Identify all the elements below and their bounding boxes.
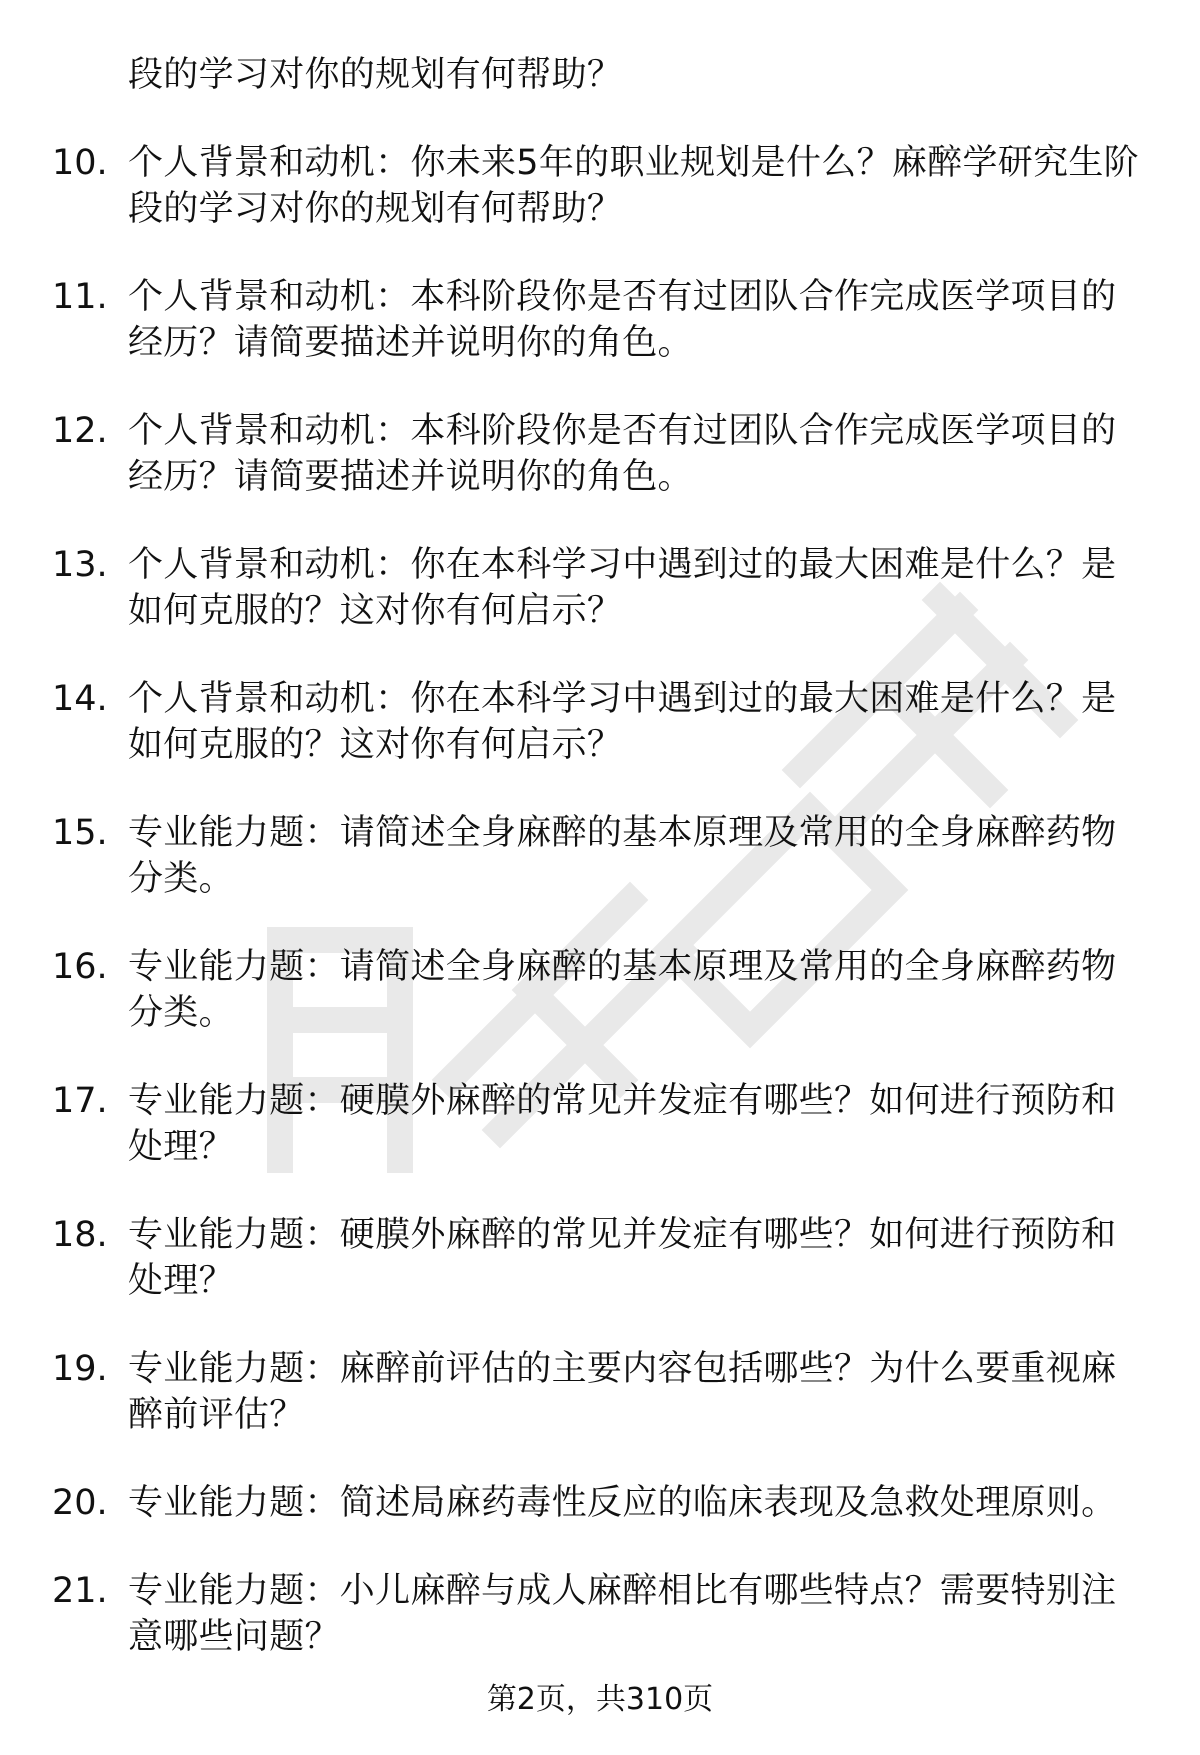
item-text: 专业能力题：请简述全身麻醉的基本原理及常用的全身麻醉药物分类。 — [128, 947, 1117, 1033]
question-list — [0, 52, 1200, 1702]
item-text: 专业能力题：小儿麻醉与成人麻醉相比有哪些特点？需要特别注意哪些问题？ — [128, 1571, 1117, 1657]
item-number: 18. — [52, 1215, 108, 1255]
item-number: 12. — [52, 411, 108, 451]
item-text: 专业能力题：硬膜外麻醉的常见并发症有哪些？如何进行预防和处理？ — [128, 1081, 1117, 1167]
item-number: 17. — [52, 1081, 108, 1121]
list-item — [0, 944, 1200, 1036]
continuation-line — [0, 52, 1200, 98]
item-text: 个人背景和动机：你未来5年的职业规划是什么？麻醉学研究生阶段的学习对你的规划有何帮助？ — [128, 143, 1139, 229]
item-number: 14. — [52, 679, 108, 719]
list-item — [0, 1078, 1200, 1170]
list-item — [0, 140, 1200, 232]
item-text: 个人背景和动机：你在本科学习中遇到过的最大困难是什么？是如何克服的？这对你有何启示？ — [128, 679, 1117, 765]
item-number: 11. — [52, 277, 108, 317]
item-number: 15. — [52, 813, 108, 853]
item-number: 13. — [52, 545, 108, 585]
item-text: 个人背景和动机：本科阶段你是否有过团队合作完成医学项目的经历？请简要描述并说明你的角色。 — [128, 277, 1117, 363]
list-item — [0, 1212, 1200, 1304]
list-item — [0, 542, 1200, 634]
item-number: 10. — [52, 143, 108, 183]
list-item — [0, 1568, 1200, 1660]
list-item — [0, 676, 1200, 768]
list-item — [0, 1480, 1200, 1526]
item-text: 专业能力题：简述局麻药毒性反应的临床表现及急救处理原则。 — [128, 1483, 1117, 1523]
list-item — [0, 1346, 1200, 1438]
item-number: 19. — [52, 1349, 108, 1389]
list-item — [0, 408, 1200, 500]
list-item — [0, 810, 1200, 902]
item-text: 专业能力题：麻醉前评估的主要内容包括哪些？为什么要重视麻醉前评估？ — [128, 1349, 1117, 1435]
item-number: 20. — [52, 1483, 108, 1523]
page-footer: 第2页，共310页 — [486, 1682, 714, 1717]
item-text: 专业能力题：硬膜外麻醉的常见并发症有哪些？如何进行预防和处理？ — [128, 1215, 1117, 1301]
item-number: 16. — [52, 947, 108, 987]
item-text: 专业能力题：请简述全身麻醉的基本原理及常用的全身麻醉药物分类。 — [128, 813, 1117, 899]
list-item — [0, 274, 1200, 366]
item-text: 个人背景和动机：你在本科学习中遇到过的最大困难是什么？是如何克服的？这对你有何启示？ — [128, 545, 1117, 631]
item-number: 21. — [52, 1571, 108, 1611]
continuation-text: 段的学习对你的规划有何帮助？ — [128, 55, 623, 95]
item-text: 个人背景和动机：本科阶段你是否有过团队合作完成医学项目的经历？请简要描述并说明你的角色。 — [128, 411, 1117, 497]
